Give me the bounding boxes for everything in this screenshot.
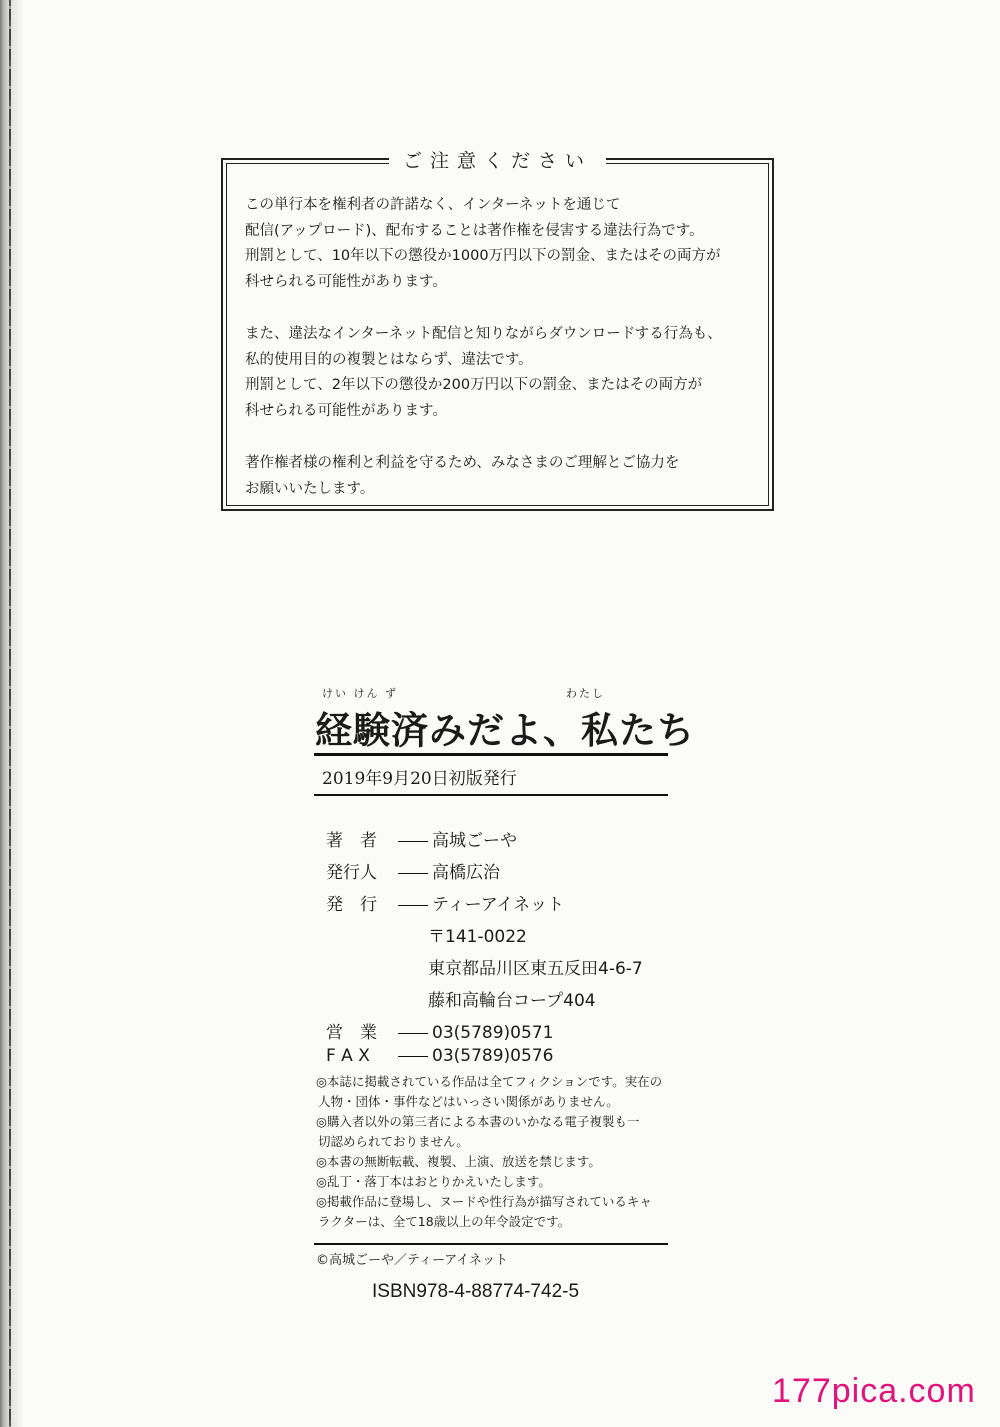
publisher-person-label: 発行人 [326, 863, 377, 883]
publisher-person-name: 高橋広治 [432, 863, 500, 883]
fax-number: 03(5789)0576 [432, 1046, 554, 1066]
note-line: ◎購入者以外の第三者による本書のいかなる電子複製も一 [316, 1114, 640, 1129]
notice-paragraph-3 [245, 451, 762, 502]
address-line-2: 藤和高輪台コープ404 [428, 991, 596, 1011]
publisher-person-row [326, 858, 500, 883]
page-spine-edge [9, 0, 11, 1427]
copyright-line: ©高城ごーや／ティーアイネット [316, 1253, 509, 1268]
address-line-1: 東京都品川区東五反田4-6-7 [428, 959, 643, 979]
notice-line: 私的使用目的の複製とはならず、違法です。 [245, 351, 533, 368]
note-line: ◎本誌に掲載されている作品は全てフィクションです。実在の [316, 1074, 663, 1089]
author-label: 著 者 [326, 831, 377, 851]
notice-line: また、違法なインターネット配信と知りながらダウンロードする行為も、 [245, 326, 722, 342]
legal-notes [316, 1072, 662, 1232]
note-line: 人物・団体・事件などはいっさい関係がありません。 [318, 1094, 619, 1109]
sales-label: 営 業 [326, 1023, 377, 1043]
notice-paragraph-2 [245, 322, 762, 424]
book-title: 経験済みだよ、私たち [315, 709, 695, 752]
title-rule [314, 753, 668, 756]
notice-title: ご注意ください [389, 146, 606, 173]
dash [398, 905, 428, 906]
dash [398, 1033, 428, 1034]
notice-line: 配信(アップロード)、配布することは著作権を侵害する違法行為です。 [245, 222, 704, 239]
notice-line: 著作権者様の権利と利益を守るため、みなさまのご理解とご協力を [245, 455, 680, 471]
notice-body [245, 193, 762, 529]
notice-line: 科せられる可能性があります。 [245, 273, 447, 290]
date-rule [314, 794, 668, 796]
title-ruby-2: わたし [566, 687, 605, 700]
publisher-row [326, 890, 564, 915]
note-line: ラクターは、全て18歳以上の年令設定です。 [318, 1214, 571, 1229]
site-watermark: 177pica.com [772, 1372, 976, 1410]
dash [398, 841, 428, 842]
notice-line: この単行本を権利者の許諾なく、インターネットを通じて [245, 197, 621, 213]
notice-title-bar [223, 145, 772, 173]
notice-line: 刑罰として、10年以下の懲役か1000万円以下の罰金、またはその両方が [245, 248, 721, 264]
postal-code: 〒141-0022 [428, 927, 527, 947]
publisher-name: ティーアイネット [432, 895, 565, 915]
title-ruby-1: けい けん ず [322, 687, 398, 700]
note-line: 切認められておりません。 [318, 1134, 469, 1149]
notice-paragraph-1 [245, 193, 762, 295]
note-line: ◎本書の無断転載、複製、上演、放送を禁じます。 [316, 1154, 601, 1169]
dash [398, 1056, 428, 1057]
isbn: ISBN978-4-88774-742-5 [372, 1281, 580, 1302]
publication-date: 2019年9月20日初版発行 [322, 769, 517, 789]
notes-rule [314, 1243, 668, 1245]
author-name: 高城ごーや [432, 831, 517, 851]
fax-row [326, 1046, 553, 1066]
note-line: ◎乱丁・落丁本はおとりかえいたします。 [316, 1174, 551, 1189]
copyright-notice-box [221, 149, 774, 511]
note-line: ◎掲載作品に登場し、ヌードや性行為が描写されているキャ [316, 1194, 652, 1209]
notice-line: 刑罰として、2年以下の懲役か200万円以下の罰金、またはその両方が [245, 377, 703, 393]
fax-label: F A X [326, 1046, 370, 1066]
publisher-label: 発 行 [326, 895, 377, 915]
dash [398, 873, 428, 874]
sales-row [326, 1018, 553, 1043]
notice-line: 科せられる可能性があります。 [245, 402, 447, 419]
sales-phone: 03(5789)0571 [432, 1023, 554, 1043]
author-row [326, 826, 517, 851]
notice-line: お願いいたします。 [245, 480, 375, 497]
page-spine-shadow [0, 0, 22, 1427]
